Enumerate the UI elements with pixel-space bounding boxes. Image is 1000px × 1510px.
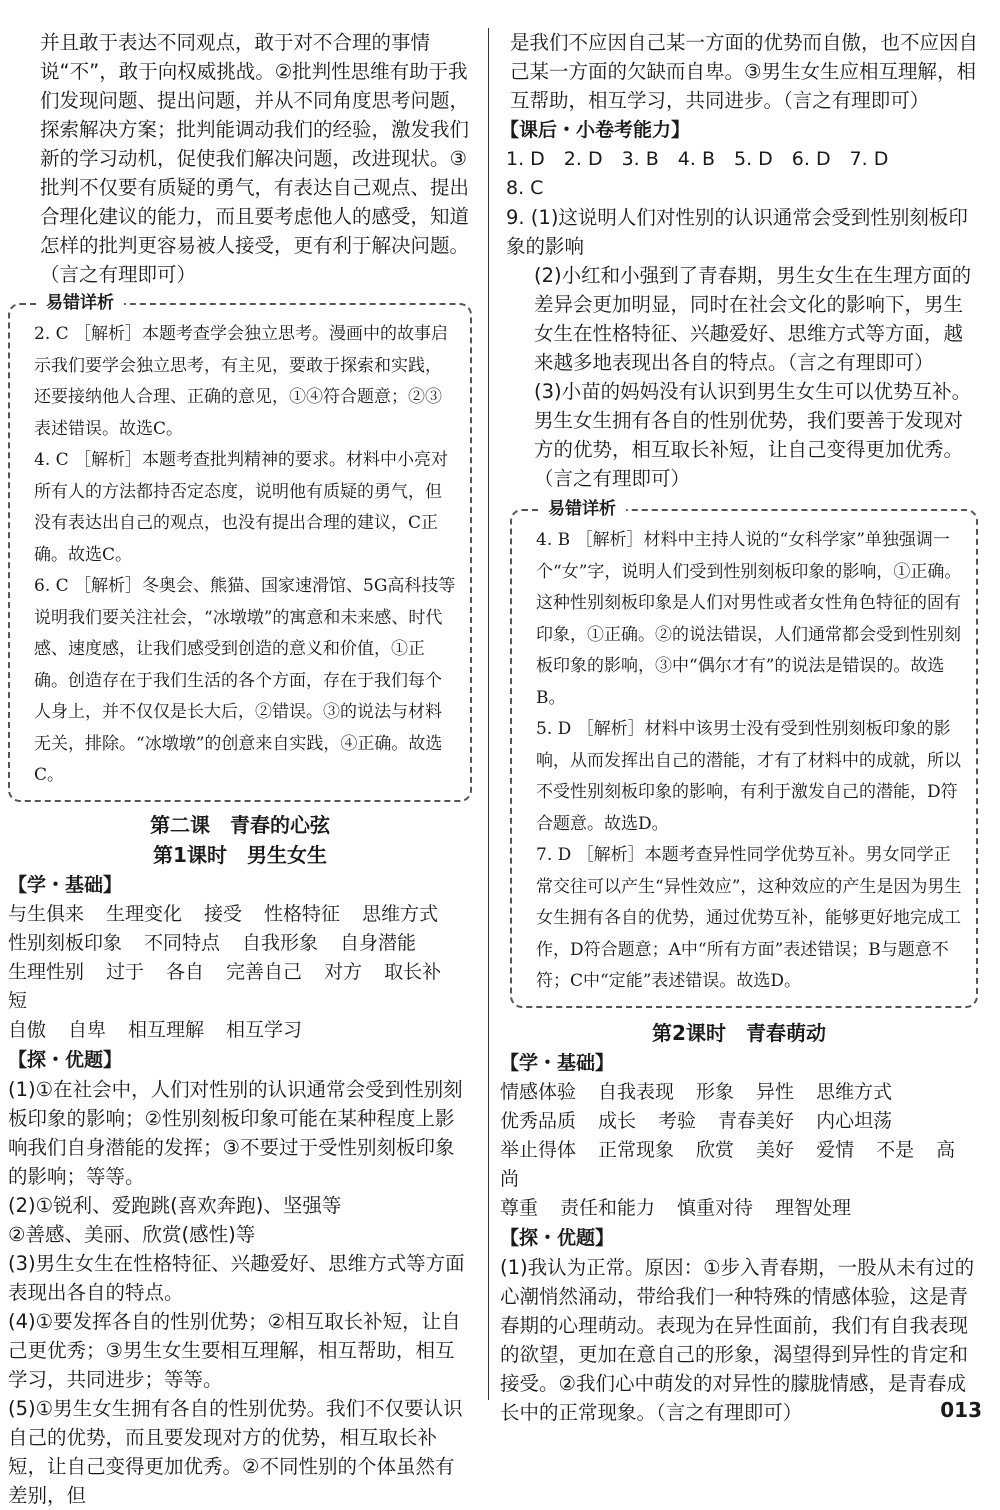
mc-answers: 8. C	[506, 177, 544, 199]
section-after-class: 【课后・小卷考能力】	[500, 119, 691, 141]
term: 自傲	[8, 1018, 47, 1041]
term: 思维方式	[816, 1080, 893, 1103]
answer-item: (4)①要发挥各自的性别优势；②相互取长补短，让自己更优秀；③男生女生要相互理解，相互帮助，相互学习，共同进步；等等。	[8, 1309, 461, 1391]
analysis-item: 2. C ［解析］本题考查学会独立思考。漫画中的故事启示我们要学会独立思考，有主见，要敢于探索和实践，还要接纳他人合理、正确的意见，①④符合题意；②③表述错误。故选C。	[34, 324, 449, 439]
column-divider	[488, 28, 489, 1400]
term: 自我表现	[598, 1080, 675, 1103]
lesson-title: 第二课 青春的心弦	[150, 812, 330, 837]
term: 思维方式	[362, 902, 439, 925]
term-row	[500, 1194, 978, 1223]
q9-answer: (3)小苗的妈妈没有认识到男生女生可以优势互补。男生女生拥有各自的性别优势，我们要善于发现对方的优势，相互取长补短，让自己变得更加优秀。（言之有理即可）	[534, 380, 972, 490]
term-row	[500, 1078, 978, 1107]
analysis-item: 7. D ［解析］本题考查异性同学优势互补。男女同学正常交往可以产生“异性效应”，这种效应的产生是因为男生女生拥有各自的优势，通过优势互补，能够更好地完成工作，D符合题意；A中“所有方面”表述错误；B与题意不符；C中“定能”表述错误。故选D。	[536, 845, 962, 991]
answer-item: (3)男生女生在性格特征、兴趣爱好、思维方式等方面表现出各自的特点。	[8, 1251, 465, 1304]
box-label: 易错详析	[36, 291, 124, 315]
q9-answer: (2)小红和小强到了青春期，男生女生在生理方面的差异会更加明显，同时在社会文化的影响下，男生女生在性格特征、兴趣爱好、思维方式等方面，越来越多地表现出各自的特点。（言之有理即可）	[534, 264, 972, 374]
term: 取长补短	[8, 960, 442, 1012]
period-title: 第2课时 青春萌动	[652, 1020, 826, 1045]
term: 欣赏	[696, 1138, 735, 1161]
term: 生理变化	[106, 902, 183, 925]
intro-paragraph: 是我们不应因自己某一方面的优势而自傲，也不应因自己某一方面的欠缺而自卑。③男生女生应相互理解，相互帮助，相互学习，共同进步。（言之有理即可）	[510, 31, 979, 112]
term: 自身潜能	[340, 931, 417, 954]
term: 高尚	[500, 1138, 956, 1190]
term: 尊重	[500, 1196, 539, 1219]
term-row	[500, 1136, 978, 1194]
term: 爱情	[816, 1138, 855, 1161]
answer-item: (2)①锐利、爱跑跳(喜欢奔跑)、坚强等	[8, 1193, 342, 1217]
term: 内心坦荡	[816, 1109, 893, 1132]
term: 自我形象	[242, 931, 319, 954]
period-title: 第1课时 男生女生	[153, 842, 327, 867]
term-row	[8, 1016, 472, 1045]
term: 各自	[166, 960, 205, 983]
term: 相互理解	[128, 1018, 205, 1041]
term: 生理性别	[8, 960, 85, 983]
page-number: 013	[940, 1398, 982, 1422]
term: 不是	[876, 1138, 915, 1161]
term: 相互学习	[226, 1018, 303, 1041]
term: 举止得体	[500, 1138, 577, 1161]
term: 与生俱来	[8, 902, 85, 925]
term: 优秀品质	[500, 1109, 577, 1132]
answer-item: ②善感、美丽、欣赏(感性)等	[8, 1222, 256, 1246]
term-row	[8, 900, 472, 929]
q9-answer: 9. (1)这说明人们对性别的认识通常会受到性别刻板印象的影响	[506, 206, 968, 258]
analysis-item: 6. C ［解析］冬奥会、熊猫、国家速滑馆、5G高科技等说明我们要关注社会，“冰墩墩”的寓意和未来感、时代感、速度感，让我们感受到创造的意义和价值，①正确。创造存在于我们生活的各个方面，存在于我们每个人身上，并不仅仅是长大后，②错误。③的说法与材料无关，排除。“冰墩墩”的创意来自实践，④正确。故选C。	[34, 576, 456, 785]
term: 对方	[324, 960, 363, 983]
right-column	[500, 28, 978, 1427]
error-analysis-box	[8, 293, 472, 802]
term: 情感体验	[500, 1080, 577, 1103]
answer-item: (1)①在社会中，人们对性别的认识通常会受到性别刻板印象的影响；②性别刻板印象可能在某种程度上影响我们自身潜能的发挥；③不要过于受性别刻板印象的影响；等等。	[8, 1077, 463, 1188]
term: 美好	[756, 1138, 795, 1161]
term: 性别刻板印象	[8, 931, 123, 954]
term: 完善自己	[226, 960, 303, 983]
term: 异性	[756, 1080, 795, 1103]
term: 成长	[598, 1109, 637, 1132]
term: 性格特征	[264, 902, 341, 925]
section-learn-basics: 【学・基础】	[500, 1051, 615, 1074]
term: 责任和能力	[560, 1196, 656, 1219]
analysis-item: 5. D ［解析］材料中该男士没有受到性别刻板印象的影响，从而发挥出自己的潜能，才有了材料中的成就，所以不受性别刻板印象的影响，有利于激发自己的潜能，D符合题意。故选D。	[536, 719, 961, 834]
section-explore: 【探・优题】	[500, 1226, 615, 1249]
term: 正常现象	[598, 1138, 675, 1161]
analysis-item: 4. C ［解析］本题考查批判精神的要求。材料中小亮对所有人的方法都持否定态度，说明他有质疑的勇气，但没有表达出自己的观点，也没有提出合理的建议，C正确。故选C。	[34, 450, 449, 565]
mc-answers: 1. D 2. D 3. B 4. B 5. D 6. D 7. D	[506, 148, 889, 170]
section-explore: 【探・优题】	[8, 1048, 123, 1071]
term: 不同特点	[144, 931, 221, 954]
left-column	[8, 28, 472, 1510]
box-label: 易错详析	[538, 497, 626, 521]
term: 自卑	[68, 1018, 107, 1041]
term: 接受	[204, 902, 243, 925]
analysis-item: 4. B ［解析］材料中主持人说的“女科学家”单独强调一个“女”字，说明人们受到性别刻板印象的影响，①正确。这种性别刻板印象是人们对男性或者女性角色特征的固有印象，①正确。②的说法错误，人们通常都会受到性别刻板印象的影响，③中“偶尔才有”的说法是错误的。故选B。	[536, 530, 962, 708]
term-row	[8, 929, 472, 958]
answer-item: (5)①男生女生拥有各自的性别优势。我们不仅要认识自己的优势，而且要发现对方的优势，相互取长补短，让自己变得更加优秀。②不同性别的个体虽然有差别，但	[8, 1396, 463, 1507]
term: 考验	[658, 1109, 697, 1132]
term: 过于	[106, 960, 145, 983]
intro-paragraph: 并且敢于表达不同观点，敢于对不合理的事情说“不”，敢于向权威挑战。②批判性思维有助于我们发现问题、提出问题，并从不同角度思考问题，探索解决方案；批判能调动我们的经验，激发我们新的学习动机，促使我们解决问题，改进现状。③批判不仅要有质疑的勇气，有表达自己观点、提出合理化建议的能力，而且要考虑他人的感受，知道怎样的批判更容易被人接受，更有利于解决问题。（言之有理即可）	[40, 31, 470, 286]
term: 理智处理	[775, 1196, 852, 1219]
answer-item: (1)我认为正常。原因：①步入青春期，一股从未有过的心潮悄然涌动，带给我们一种特殊的情感体验，这是青春期的心理萌动。表现为在异性面前，我们有自我表现的欲望，更加在意自己的形象，渴望得到异性的肯定和接受。②我们心中萌发的对异性的朦胧情感，是青春成长中的正常现象。（言之有理即可）	[500, 1255, 975, 1424]
term-row	[8, 958, 472, 1016]
term: 形象	[696, 1080, 735, 1103]
term: 慎重对待	[677, 1196, 754, 1219]
term-row	[500, 1107, 978, 1136]
section-learn-basics: 【学・基础】	[8, 873, 123, 896]
term: 青春美好	[718, 1109, 795, 1132]
error-analysis-box	[510, 499, 978, 1008]
